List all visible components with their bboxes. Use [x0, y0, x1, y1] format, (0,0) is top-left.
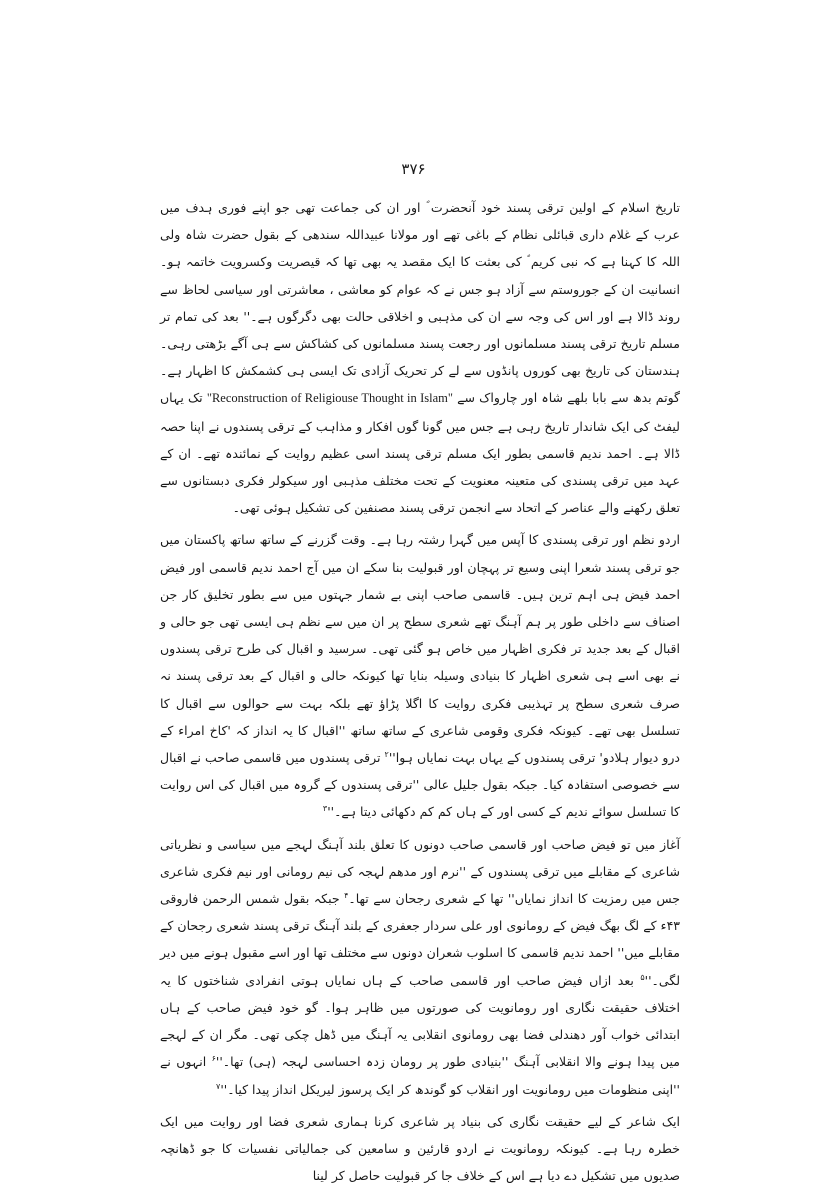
paragraph-text: انہوں نے ''اپنی منظومات میں رومانویت اور انقلاب کو گوندھ کر ایک پرسوز لیریکل انداز پیدا کیا۔'': [160, 1054, 680, 1097]
paragraph-text: تاریخ اسلام کے اولین ترقی پسند خود آنحضرت ؐ اور ان کی جماعت تھی جو اپنے فوری ہدف میں عرب کے غلام داری قبائلی نظام کے باغی تھے اور مولانا عبیداللہ سندھی کے بقول حضرت شاہ ولی اللہ کا کہنا ہے کہ نبی کریم ؐ کی بعثت کا ایک مقصد یہ بھی تھا کہ قیصریت وکسرویت خاتمہ ہو۔ انسانیت ان کے جوروستم سے آزاد ہو جس نے کہ عوام کو معاشی ، معاشرتی اور سیاسی لحاظ سے روند ڈالا ہے اور اس کی وجہ سے ان کی مذہبی و اخلاقی حالت بھی دگرگوں ہے۔'' بعد کی تمام تر مسلم تاریخ ترقی پسند مسلمانوں اور رجعت پسند مسلمانوں کی کشاکش سے ہی آگے بڑھتی رہی۔ ہندستان کی تاریخ بھی کوروں پانڈوں سے لے کر تحریک آزادی تک ایسی ہی کشمکش کا اظہار ہے۔ گوتم بدھ سے بابا بلھے شاہ اور چارواک سے: [160, 200, 681, 406]
paragraph-3: [160, 831, 680, 1103]
paragraph-2: [160, 526, 680, 825]
paragraph-text: آغاز میں تو فیض صاحب اور قاسمی صاحب دونوں کا تعلق بلند آہنگ لہجے میں سیاسی و نظریاتی شاعری کے مقابلے میں ترقی پسندوں کے ''نرم اور مدھم لہجہ کی نیم رومانی اور نیم فکری شاعری جس میں رمزیت کا انداز نمایاں'' تھا کے شعری رجحان سے تھا۔: [160, 836, 680, 907]
footnote-marker: ۲: [384, 749, 389, 759]
footnote-marker: ۵: [640, 972, 645, 982]
paragraph-4: [160, 1108, 680, 1190]
paragraph-text: جبکہ بقول شمس الرحمن فاروقی ۴۳ء کے لگ بھگ فیض کے رومانوی اور علی سردار جعفری کے بلند آہنگ ترقی پسند شعری رجحان کے مقابلے میں'' احمد ندیم قاسمی کا اسلوب شعران دونوں سے مختلف تھا اور اسے مقبول ہونے میں دیر لگی۔'': [160, 891, 680, 988]
paragraph-text: اردو نظم اور ترقی پسندی کا آپس میں گہرا رشتہ رہا ہے۔ وقت گزرنے کے ساتھ ساتھ پاکستان میں جو ترقی پسند شعرا اپنی وسیع تر پہچان اور قبولیت بنا سکے ان میں آج احمد ندیم قاسمی اور فیض احمد فیض ہی اہم ترین ہیں۔ قاسمی صاحب اپنی بے شمار جہتوں میں سے بطور تخلیق کار جن اصناف سے داخلی طور پر ہم آہنگ تھے شعری سطح پر ان میں سے نظم ہی ایسی تھی جو حالی و اقبال کے بعد جدید تر فکری اظہار میں خاص ہو گئی تھی۔ سرسید و اقبال کی طرح ترقی پسندوں نے بھی اسے ہی شعری اظہار کا بنیادی وسیلہ بنایا تھا کیونکہ حالی و اقبال کے بعد ترقی پسند نہ صرف شعری سطح پر تہذیبی فکری روایت کا اگلا پڑاؤ تھے بلکہ بہت سے حوالوں سے اقبال کا تسلسل بھی تھے۔ کیونکہ فکری وقومی شاعری کے ساتھ ساتھ ''اقبال کا یہ انداز کہ 'کاخ امراء کے درو دیوار ہلادو' ترقی پسندوں کے یہاں بہت نمایاں ہوا'': [160, 532, 680, 766]
footnote-marker: ۷: [216, 1081, 221, 1091]
paragraph-1: [160, 194, 680, 521]
footnote-marker: ۴: [344, 890, 349, 900]
footnote-marker: ۶: [211, 1054, 216, 1064]
paragraph-text: تک یہاں لیفٹ کی ایک شاندار تاریخ رہی ہے جس میں گونا گوں افکار و مذاہب کے ترقی پسندوں نے اپنا حصہ ڈالا ہے۔ احمد ندیم قاسمی بطور ایک مسلم ترقی پسند اسی عظیم روایت کے نمائندہ تھے۔ ان کے عہد میں ترقی پسندی کی متعینہ معنویت کے تحت مختلف مذہبی اور سیکولر فکری دبستانوں سے تعلق رکھنے والے عناصر کے اتحاد سے انجمن ترقی پسند مصنفین کی تشکیل ہوئی تھی۔: [160, 390, 680, 516]
paragraph-text: ایک شاعر کے لیے حقیقت نگاری کی بنیاد پر شاعری کرنا ہماری شعری فضا اور روایت میں ایک خطرہ رہا ہے۔ کیونکہ رومانویت نے اردو قارئین و سامعین کی جمالیاتی نفسیات کا جو ڈھانچہ صدیوں میں تشکیل دے دیا ہے اس کے خلاف جا کر قبولیت حاصل کر لینا: [160, 1113, 680, 1184]
english-book-title: "Reconstruction of Religiouse Thought in Islam": [206, 391, 453, 406]
footnote-marker: ۳: [322, 804, 328, 814]
body-text: [160, 194, 680, 1194]
paragraph-text: ترقی پسندوں میں قاسمی صاحب نے اقبال سے خصوصی استفادہ کیا۔ جبکہ بقول جلیل عالی ''ترقی پسندوں کے گروہ میں اقبال کی اس روایت کا تسلسل سوائے ندیم کے کسی اور کے ہاں کم کم دکھائی دیتا ہے۔'': [160, 750, 680, 820]
page-number: ۳۷۶: [401, 160, 426, 178]
paragraph-text: بعد ازاں فیض صاحب اور قاسمی صاحب کے ہاں نمایاں ہوتی انفرادی شناختوں کا یہ اختلاف حقیقت نگاری اور رومانویت کی صورتوں میں ظاہر ہوا۔ گو خود فیض صاحب کے ہاں ابتدائی خواب آور دھندلی فضا بھی رومانوی انقلابی یہ آہنگ میں ڈھل چکی تھی۔ مگر ان کے لہجے میں پیدا ہونے والا انقلابی آہنگ ''بنیادی طور پر رومان زدہ احساسی لہجہ (ہی) تھا۔'': [160, 972, 680, 1070]
